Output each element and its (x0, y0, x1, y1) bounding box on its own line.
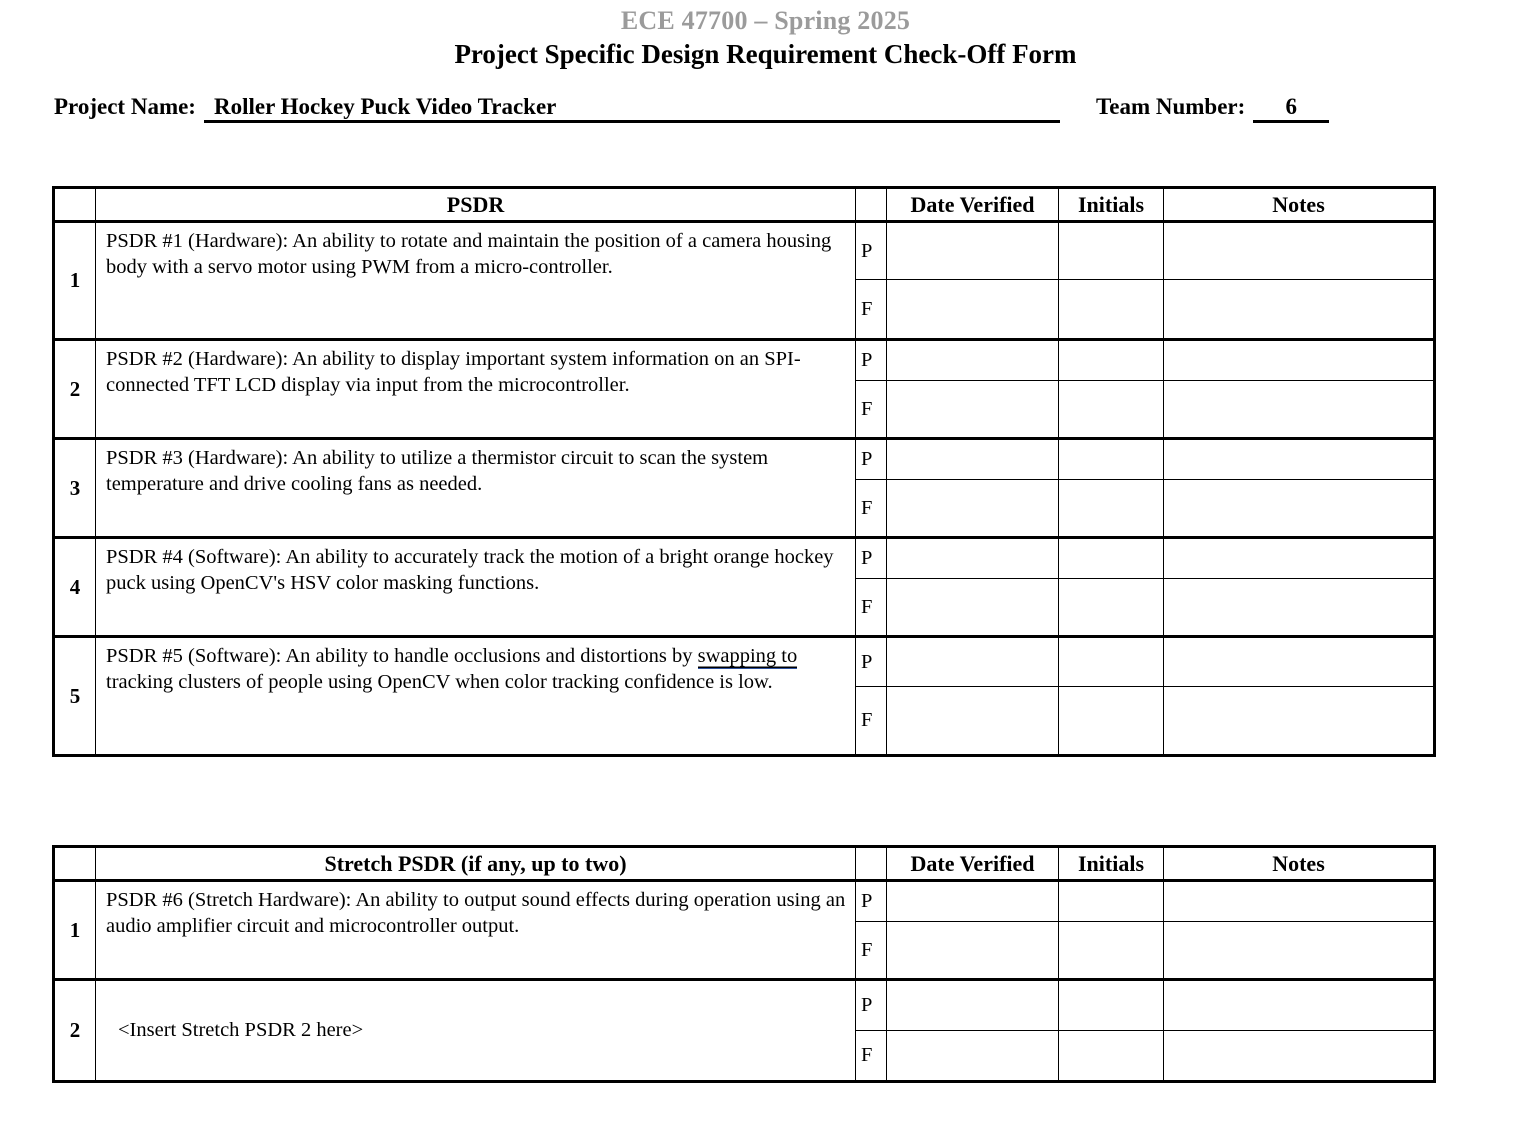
cell-notes-fail[interactable] (1164, 922, 1435, 980)
cell-initials-fail[interactable] (1059, 1031, 1164, 1082)
grammar-flagged-text[interactable]: swapping to (697, 645, 798, 667)
cell-notes-pass[interactable] (1164, 637, 1435, 687)
cell-initials-fail[interactable] (1059, 280, 1164, 340)
table-row (54, 637, 1435, 687)
cell-notes-fail[interactable] (1164, 687, 1435, 756)
team-number-label: Team Number: (1096, 94, 1246, 119)
row-description[interactable]: <Insert Stretch PSDR 2 here> (96, 980, 856, 1082)
column-header-stretch-psdr: Stretch PSDR (if any, up to two) (96, 847, 856, 881)
pass-marker: P (856, 439, 887, 480)
column-header-date-verified: Date Verified (887, 188, 1059, 222)
row-description: PSDR #4 (Software): An ability to accurately track the motion of a bright orange hockey puck using OpenCV's HSV color masking functions. (96, 538, 856, 637)
pass-marker: P (856, 222, 887, 280)
cell-notes-pass[interactable] (1164, 439, 1435, 480)
row-description: PSDR #3 (Hardware): An ability to utilize a thermistor circuit to scan the system temperature and drive cooling fans as needed. (96, 439, 856, 538)
column-header-index (54, 188, 96, 222)
cell-initials-pass[interactable] (1059, 222, 1164, 280)
cell-initials-pass[interactable] (1059, 340, 1164, 381)
column-header-passfail (856, 847, 887, 881)
description-suffix: tracking clusters of people using OpenCV when color tracking confidence is low. (106, 670, 773, 693)
cell-date-verified-pass[interactable] (887, 980, 1059, 1031)
table-row (54, 538, 1435, 579)
row-index: 1 (54, 222, 96, 340)
row-description: PSDR #6 (Stretch Hardware): An ability to output sound effects during operation using an audio amplifier circuit and microcontroller output. (96, 881, 856, 980)
cell-initials-pass[interactable] (1059, 980, 1164, 1031)
table-row (54, 222, 1435, 280)
cell-initials-fail[interactable] (1059, 381, 1164, 439)
column-header-passfail (856, 188, 887, 222)
document-header (0, 0, 1531, 70)
form-title: Project Specific Design Requirement Check-Off Form (454, 39, 1077, 69)
column-header-notes: Notes (1164, 847, 1435, 881)
row-index: 1 (54, 881, 96, 980)
cell-date-verified-pass[interactable] (887, 439, 1059, 480)
cell-initials-pass[interactable] (1059, 881, 1164, 922)
cell-date-verified-fail[interactable] (887, 480, 1059, 538)
cell-initials-fail[interactable] (1059, 687, 1164, 756)
pass-marker: P (856, 980, 887, 1031)
cell-initials-pass[interactable] (1059, 439, 1164, 480)
row-description (96, 637, 856, 756)
cell-notes-pass[interactable] (1164, 980, 1435, 1031)
fail-marker: F (856, 922, 887, 980)
cell-initials-pass[interactable] (1059, 637, 1164, 687)
cell-initials-fail[interactable] (1059, 480, 1164, 538)
cell-notes-fail[interactable] (1164, 579, 1435, 637)
cell-notes-fail[interactable] (1164, 381, 1435, 439)
cell-initials-fail[interactable] (1059, 922, 1164, 980)
cell-notes-fail[interactable] (1164, 1031, 1435, 1082)
project-name-input[interactable]: Roller Hockey Puck Video Tracker (204, 94, 1060, 123)
row-index: 5 (54, 637, 96, 756)
project-name-field-group (54, 94, 1060, 123)
column-header-psdr: PSDR (96, 188, 856, 222)
form-meta-row (0, 94, 1531, 136)
cell-date-verified-pass[interactable] (887, 637, 1059, 687)
table-row (54, 439, 1435, 480)
row-description: PSDR #2 (Hardware): An ability to display important system information on an SPI-connected TFT LCD display via input from the microcontroller. (96, 340, 856, 439)
table-row (54, 881, 1435, 922)
fail-marker: F (856, 280, 887, 340)
row-index: 2 (54, 340, 96, 439)
table-row (54, 340, 1435, 381)
psdr-table (52, 186, 1436, 757)
cell-date-verified-fail[interactable] (887, 687, 1059, 756)
fail-marker: F (856, 579, 887, 637)
fail-marker: F (856, 687, 887, 756)
fail-marker: F (856, 480, 887, 538)
cell-notes-pass[interactable] (1164, 881, 1435, 922)
column-header-notes: Notes (1164, 188, 1435, 222)
cell-notes-fail[interactable] (1164, 480, 1435, 538)
cell-date-verified-pass[interactable] (887, 340, 1059, 381)
pass-marker: P (856, 340, 887, 381)
cell-date-verified-pass[interactable] (887, 538, 1059, 579)
row-index: 2 (54, 980, 96, 1082)
project-name-label: Project Name: (54, 94, 196, 119)
stretch-table-header-row (54, 847, 1435, 881)
cell-initials-fail[interactable] (1059, 579, 1164, 637)
row-index: 3 (54, 439, 96, 538)
cell-initials-pass[interactable] (1059, 538, 1164, 579)
team-number-field-group (1096, 94, 1329, 123)
cell-notes-pass[interactable] (1164, 538, 1435, 579)
description-prefix: PSDR #5 (Software): An ability to handle occlusions and distortions by (106, 645, 698, 667)
column-header-index (54, 847, 96, 881)
row-index: 4 (54, 538, 96, 637)
cell-notes-pass[interactable] (1164, 340, 1435, 381)
row-description-text (106, 644, 847, 695)
table-header-row (54, 188, 1435, 222)
fail-marker: F (856, 1031, 887, 1082)
cell-date-verified-pass[interactable] (887, 222, 1059, 280)
pass-marker: P (856, 881, 887, 922)
stretch-psdr-table (52, 845, 1436, 1083)
pass-marker: P (856, 637, 887, 687)
pass-marker: P (856, 538, 887, 579)
row-description: PSDR #1 (Hardware): An ability to rotate and maintain the position of a camera housing body with a servo motor using PWM from a micro-controller. (96, 222, 856, 340)
column-header-initials: Initials (1059, 847, 1164, 881)
cell-date-verified-fail[interactable] (887, 280, 1059, 340)
course-title: ECE 47700 – Spring 2025 (620, 6, 911, 35)
cell-date-verified-fail[interactable] (887, 381, 1059, 439)
cell-notes-fail[interactable] (1164, 280, 1435, 340)
team-number-input[interactable]: 6 (1253, 94, 1329, 123)
cell-date-verified-fail[interactable] (887, 579, 1059, 637)
fail-marker: F (856, 381, 887, 439)
cell-notes-pass[interactable] (1164, 222, 1435, 280)
cell-date-verified-fail[interactable] (887, 1031, 1059, 1082)
cell-date-verified-pass[interactable] (887, 881, 1059, 922)
cell-date-verified-fail[interactable] (887, 922, 1059, 980)
table-row (54, 980, 1435, 1031)
column-header-date-verified: Date Verified (887, 847, 1059, 881)
column-header-initials: Initials (1059, 188, 1164, 222)
